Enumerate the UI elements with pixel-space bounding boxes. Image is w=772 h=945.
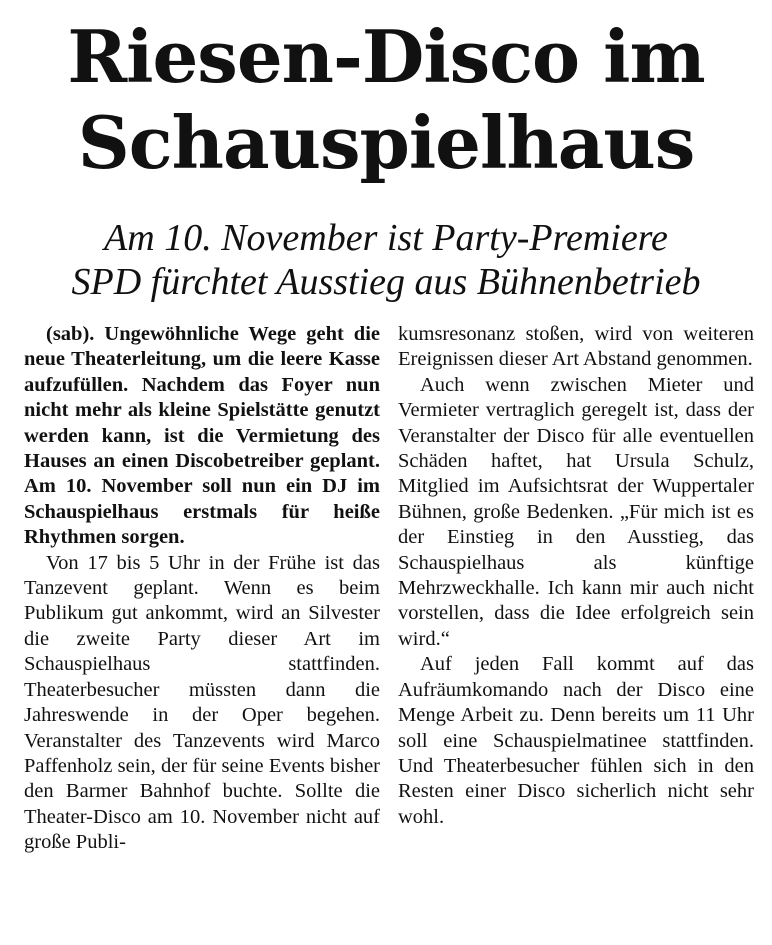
headline-line-2: Schauspielhaus <box>77 100 695 185</box>
article-column-left <box>24 322 380 856</box>
article-column-right <box>398 322 754 830</box>
article-subheadline <box>0 216 772 304</box>
subheadline-line-1: Am 10. November ist Party-Premiere <box>104 217 668 259</box>
headline-line-1: Riesen-Disco im <box>67 14 705 99</box>
subheadline-line-2: SPD fürchtet Ausstieg aus Bühnenbetrieb <box>71 261 701 303</box>
article-paragraph: kumsresonanz stoßen, wird von weiteren Ereignissen dieser Art Abstand genommen. <box>398 323 754 371</box>
article-paragraph: Auch wenn zwischen Mieter und Vermieter vertraglich geregelt ist, dass der Veranstalter der Disco für alle eventuellen Schäden haftet, hat Ursula Schulz, Mitglied im Aufsichtsrat der Wuppertaler Bühnen, große Bedenken. „Für mich ist es der Einstieg in den Ausstieg, das Schauspielhaus als künftige Mehrzweckhalle. Ich kann mir auch nicht vorstellen, dass die Idee erfolgreich sein wird.“ <box>398 373 754 650</box>
article-paragraph: Auf jeden Fall kommt auf das Aufräumkomando nach der Disco eine Menge Arbeit zu. Denn bereits um 11 Uhr soll eine Schauspielmatinee stattfinden. Und Theaterbesucher fühlen sich in den Resten einer Disco sicherlich nicht sehr wohl. <box>398 653 754 828</box>
article-paragraph: Von 17 bis 5 Uhr in der Frühe ist das Tanzevent geplant. Wenn es beim Publikum gut ankommt, wird an Silvester die zweite Party dieser Art im Schauspielhaus stattfinden. Theaterbesucher müssten dann die Jahreswende in der Oper begehen. Veranstalter des Tanzevents wird Marco Paffenholz sein, der für seine Events bisher den Barmer Bahnhof buchte. Sollte die Theater-Disco am 10. November nicht auf große Publi- <box>24 551 380 854</box>
article-lead-paragraph: (sab). Ungewöhnliche Wege geht die neue Theaterleitung, um die leere Kasse aufzufüllen. Nachdem das Foyer nun nicht mehr als kleine Spielstätte genutzt werden kann, ist die Vermietung des Hauses an einen Discobetreiber geplant. Am 10. November soll nun ein DJ im Schauspielhaus erstmals für heiße Rhythmen sorgen. <box>24 323 380 549</box>
article-headline <box>0 14 772 186</box>
